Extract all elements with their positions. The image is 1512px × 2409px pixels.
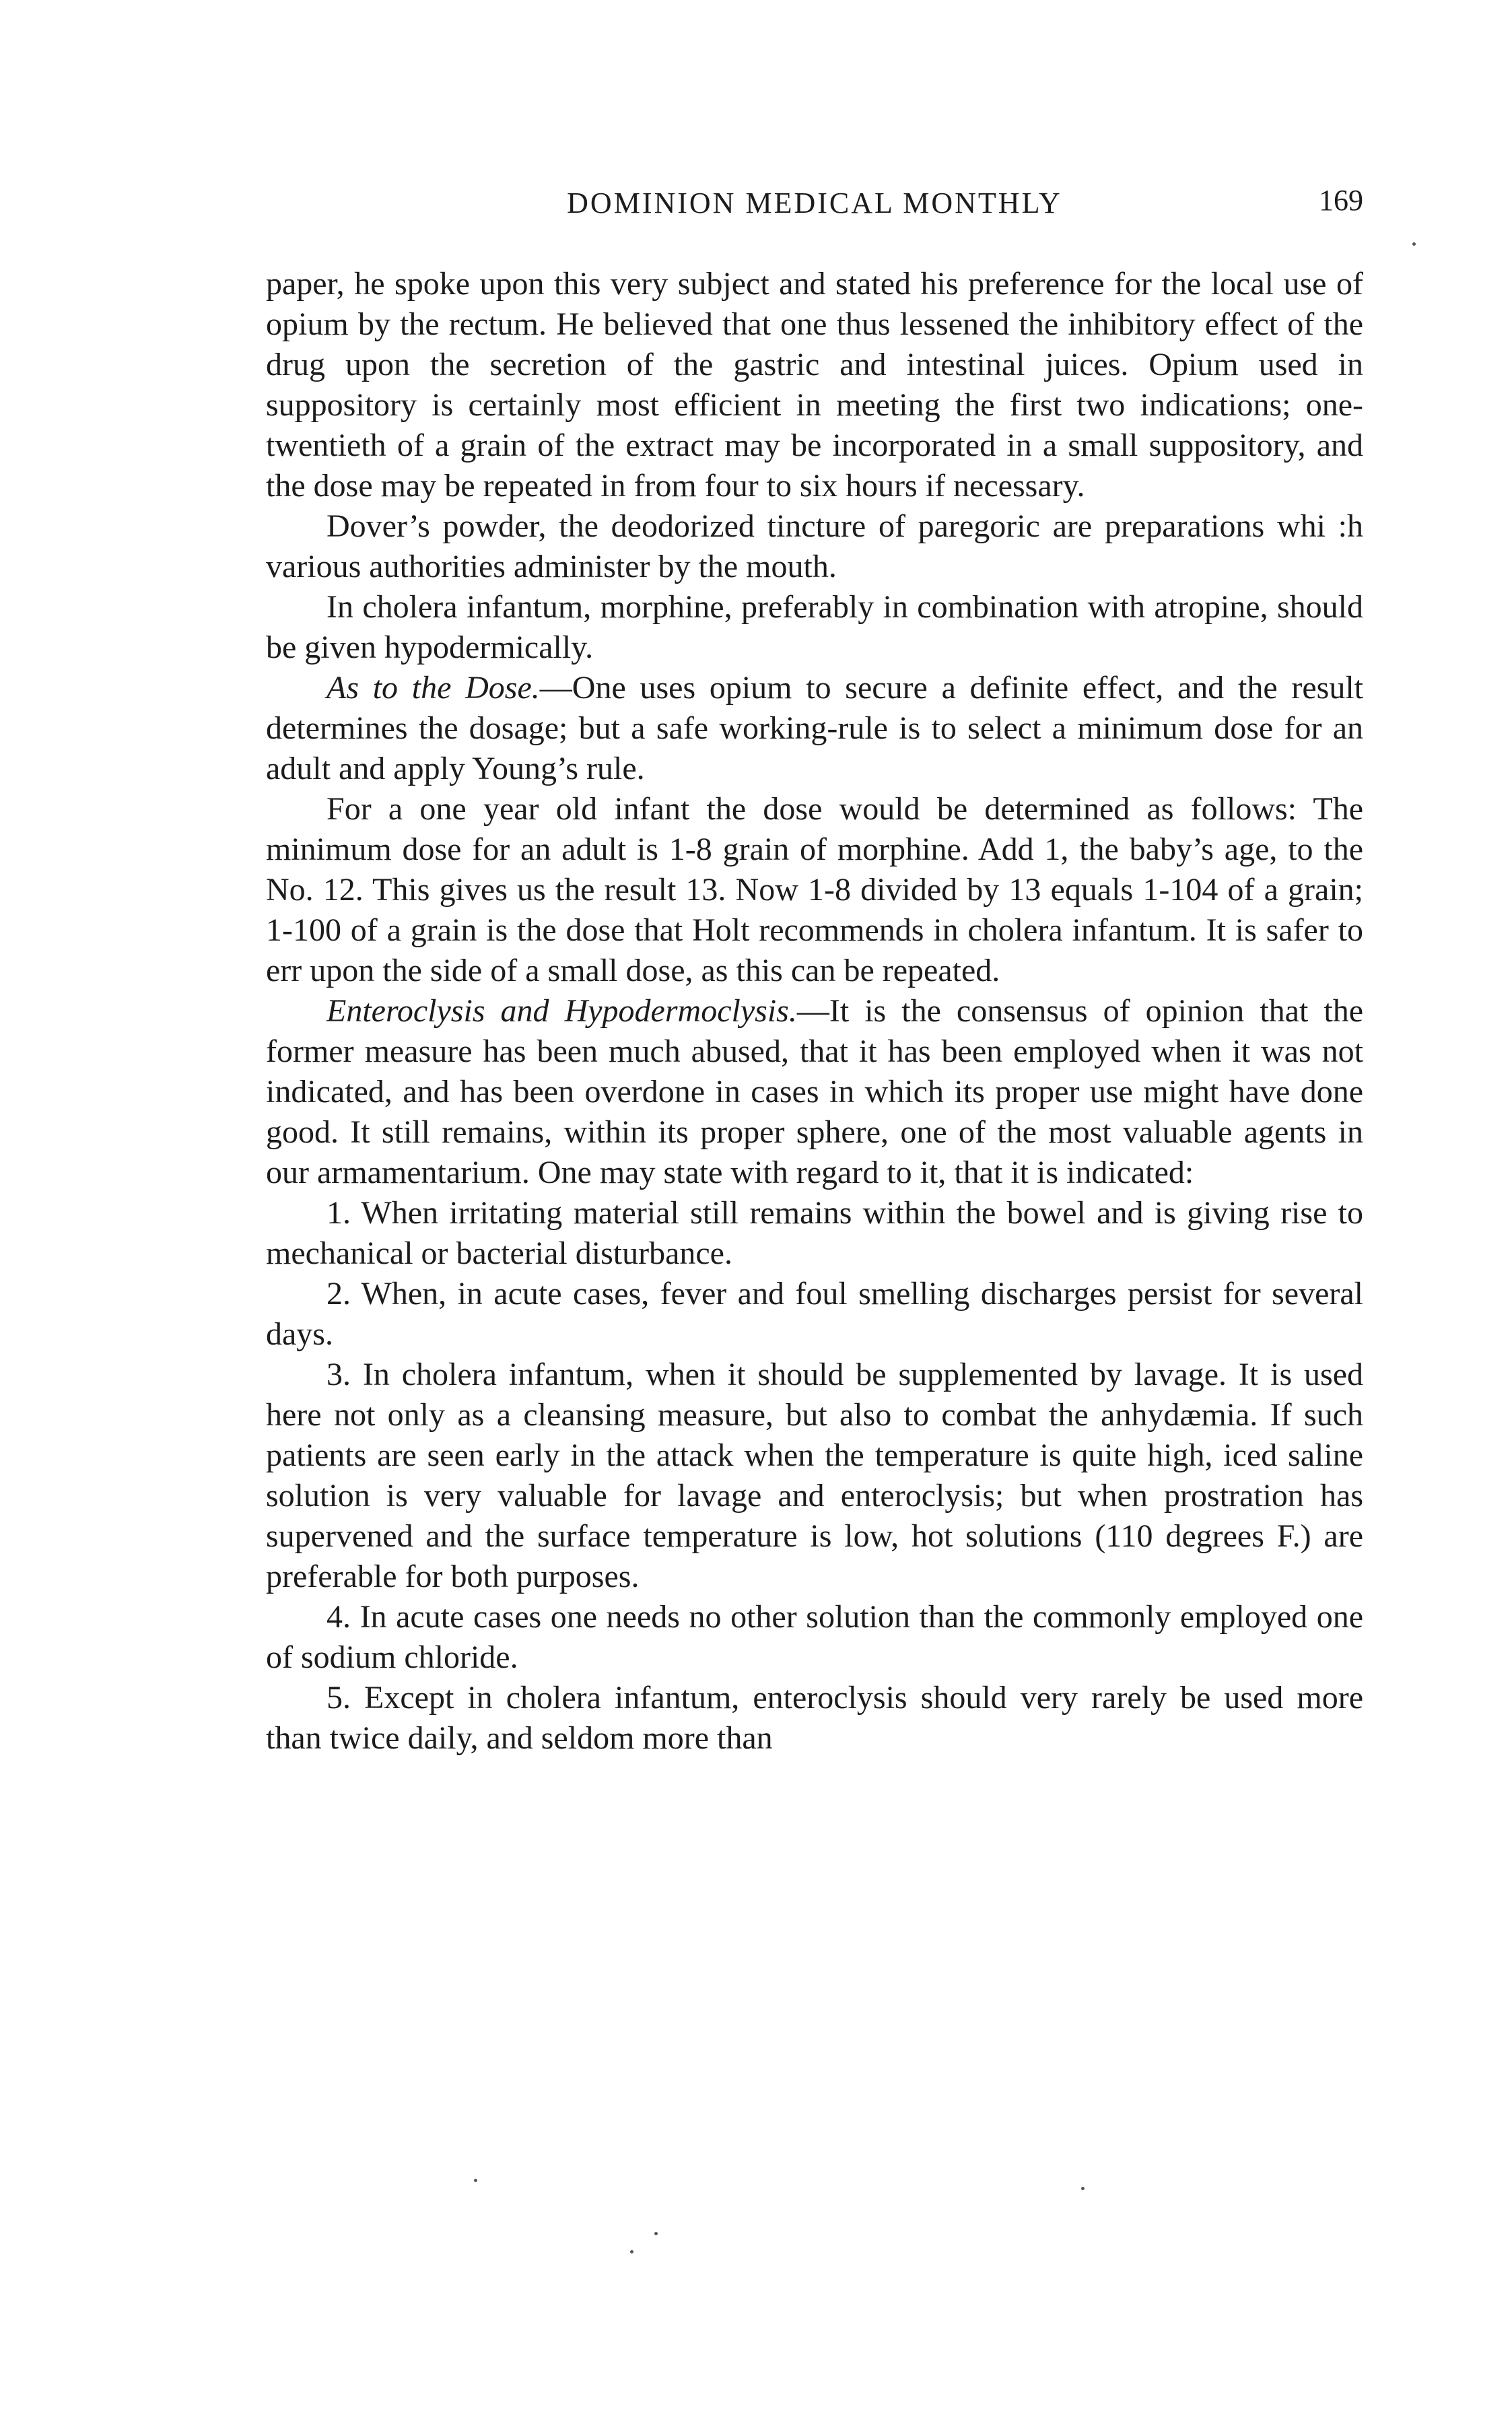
paragraph-text: In cholera infantum, morphine, preferably in combination with atropine, should be given hypodermically. — [266, 589, 1363, 665]
paragraph-continuation — [266, 264, 1363, 506]
paragraph-text: 3. In cholera infantum, when it should be supplemented by lavage. It is used here not only as a cleansing measure, but also to combat the anhydæmia. If such patients are seen early in the attack when the temperature is quite high, iced saline solution is very valuable for lavage and enteroclysis; but when prostration has supervened and the surface temperature is low, hot solutions (110 degrees F.) are preferable for both purposes. — [266, 1357, 1363, 1594]
paragraph-dose — [266, 668, 1363, 789]
section-lead: As to the Dose. — [327, 670, 540, 706]
paper-speck — [630, 2250, 633, 2253]
section-lead: Enteroclysis and Hypodermoclysis. — [327, 993, 797, 1029]
paragraph-text: —It is the consensus of opinion that the former measure has been much abused, that it has been employed when it was not indicated, and has been overdone in cases in which its proper use might have done good. It still remains, within its proper sphere, one of the most valuable agents in our armamentarium. One may state with regard to it, that it is indicated: — [266, 993, 1363, 1190]
paragraph-enteroclysis — [266, 991, 1363, 1193]
paragraph-cholera-infantum — [266, 587, 1363, 668]
page-number: 169 — [1319, 184, 1363, 217]
paragraph-text: Dover’s powder, the deodorized tincture of paregoric are preparations whi :h various authorities administer by the mouth. — [266, 508, 1363, 584]
list-item-2 — [266, 1274, 1363, 1355]
paragraph-text: For a one year old infant the dose would be determined as follows: The minimum dose for an adult is 1-8 grain of morphine. Add 1, the baby’s age, to the No. 12. This gives us the result 13. Now 1-8 divided by 13 equals 1-104 of a grain; 1-100 of a grain is the dose that Holt recommends in cholera infantum. It is safer to err upon the side of a small dose, as this can be repeated. — [266, 791, 1363, 988]
paragraph-infant-dose — [266, 789, 1363, 991]
paragraph-text: paper, he spoke upon this very subject and stated his preference for the local use of opium by the rectum. He believed that one thus lessened the inhibitory effect of the drug upon the secretion of the gastric and intestinal juices. Opium used in suppository is certainly most efficient in meeting the first two indications; one-twentieth of a grain of the extract may be incorporated in a small suppository, and the dose may be repeated in from four to six hours if necessary. — [266, 266, 1363, 504]
list-item-1 — [266, 1193, 1363, 1274]
paragraph-text: 1. When irritating material still remains within the bowel and is giving rise to mechanical or bacterial disturbance. — [266, 1195, 1363, 1271]
paper-speck — [1412, 242, 1416, 246]
paragraph-dovers-powder — [266, 506, 1363, 587]
paper-speck — [1081, 2187, 1085, 2190]
paragraph-text: 2. When, in acute cases, fever and foul smelling discharges persist for several days. — [266, 1276, 1363, 1352]
running-title: DOMINION MEDICAL MONTHLY — [567, 186, 1062, 219]
list-item-5 — [266, 1678, 1363, 1759]
paper-speck — [474, 2179, 477, 2182]
list-item-3 — [266, 1355, 1363, 1597]
article-body — [266, 264, 1363, 1759]
paper-speck — [654, 2232, 658, 2235]
paragraph-text: —One uses opium to secure a definite effect, and the result determines the dosage; but a safe working-rule is to select a minimum dose for an adult and apply Young’s rule. — [266, 670, 1364, 786]
paragraph-text: 4. In acute cases one needs no other solution than the commonly employed one of sodium chloride. — [266, 1599, 1363, 1675]
page-header — [266, 186, 1363, 233]
list-item-4 — [266, 1597, 1363, 1678]
paragraph-text: 5. Except in cholera infantum, enteroclysis should very rarely be used more than twice daily, and seldom more than — [266, 1680, 1363, 1756]
